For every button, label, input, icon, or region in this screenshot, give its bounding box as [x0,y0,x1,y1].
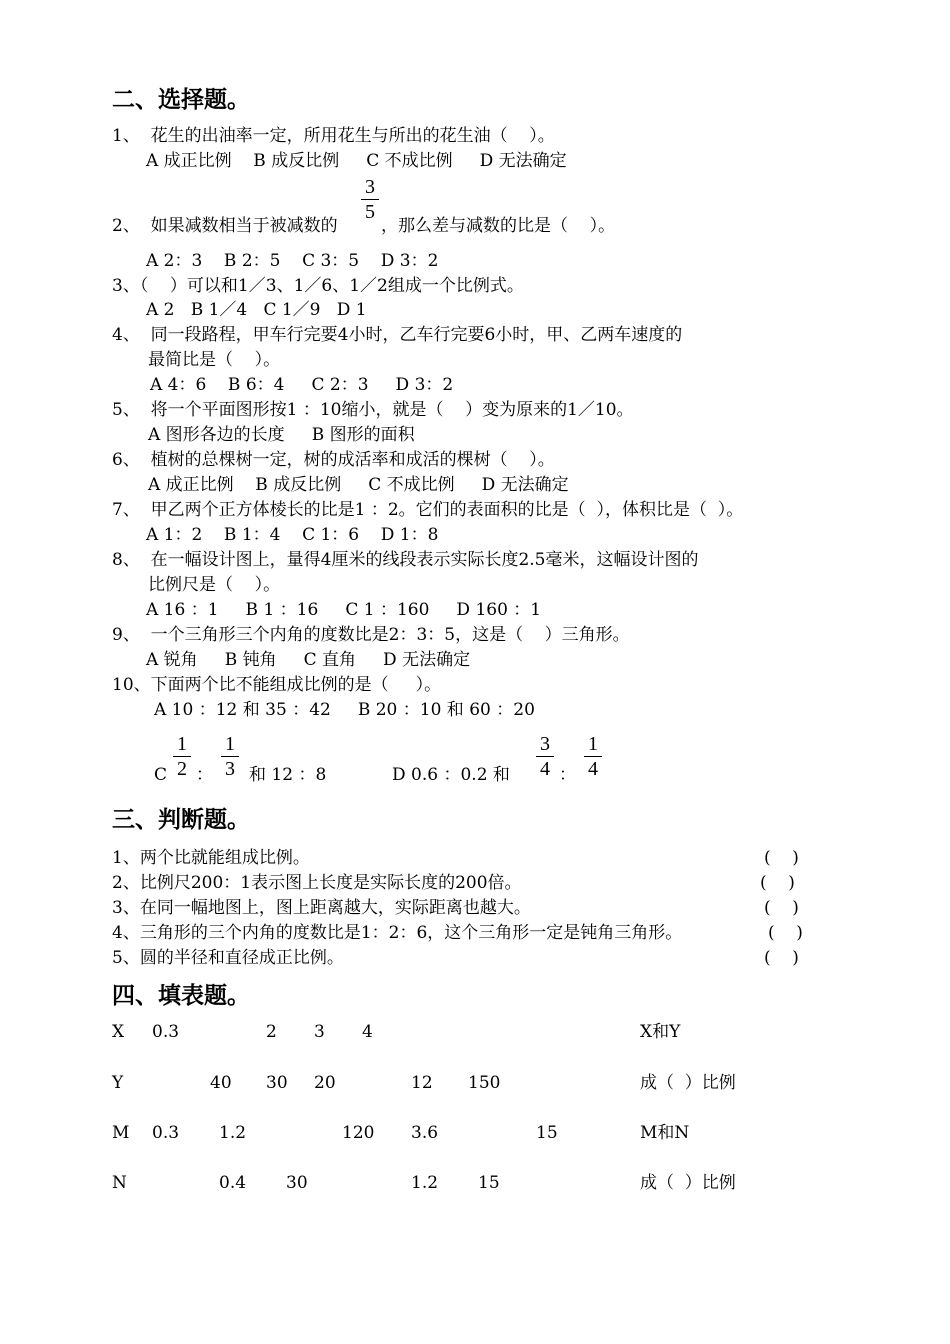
table-cell: 0.4 [219,1173,247,1193]
judge-item-5: 5、圆的半径和直径成正比例。 [112,948,344,968]
fraction-bar [584,756,602,757]
section-3-heading: 三、判断题。 [112,806,250,833]
judge-item-1: 1、两个比就能组成比例。 [112,848,310,868]
judge-item-2: 2、比例尺200：1表示图上长度是实际长度的200倍。 [112,873,522,893]
table-cell: 40 [210,1073,232,1093]
q1-options: A 成正比例 B 成反比例 C 不成比例 D 无法确定 [146,151,567,171]
fraction-denominator: 4 [588,758,598,780]
table-row-note: X和Y [640,1022,681,1042]
table-cell: 3 [314,1022,325,1042]
q8-options: A 16 ：1 B 1 ：16 C 1 ：160 D 160 ：1 [146,600,542,620]
fraction-denominator: 4 [540,758,550,780]
q10-option-d-text: D 0.6 ：0.2 和 [392,765,510,785]
fraction-numerator: 1 [225,733,235,755]
q10-d-colon: ： [559,765,576,785]
table-cell: 3.6 [411,1123,439,1143]
table-cell: 1.2 [411,1173,439,1193]
q4-stem-line1: 4、 同一段路程，甲车行完要4小时，乙车行完要6小时，甲、乙两车速度的 [112,325,683,345]
table-row-note: M和N [640,1123,690,1143]
table-row-label: N [112,1173,127,1193]
q8-stem-line1: 8、 在一幅设计图上，量得4厘米的线段表示实际长度2.5毫米，这幅设计图的 [112,550,699,570]
q9-stem: 9、 一个三角形三个内角的度数比是2：3：5，这是（ ）三角形。 [112,625,630,645]
fraction-bar [173,756,191,757]
table-row-label: X [112,1022,125,1042]
judge-blank-4[interactable]: ( ) [768,923,803,943]
fraction-bar [361,199,379,200]
judge-blank-3[interactable]: ( ) [764,898,799,918]
table-cell: 15 [478,1173,500,1193]
q2-options: A 2：3 B 2：5 C 3：5 D 3：2 [146,251,439,271]
q7-options: A 1：2 B 1：4 C 1：6 D 1：8 [146,525,439,545]
fraction-bar [536,756,554,757]
table-cell: 30 [286,1173,308,1193]
table-cell: 20 [314,1073,336,1093]
q10-option-c-rest: 和 12 ：8 [249,765,327,785]
table-cell: 1.2 [219,1123,247,1143]
judge-blank-5[interactable]: ( ) [764,948,799,968]
judge-blank-1[interactable]: ( ) [764,848,799,868]
section-4-heading: 四、填表题。 [112,982,250,1009]
judge-item-3: 3、在同一幅地图上，图上距离越大，实际距离也越大。 [112,898,531,918]
table-cell: 30 [266,1073,288,1093]
q10-c-colon: ： [196,765,213,785]
table-cell: 12 [411,1073,433,1093]
q4-stem-line2: 最简比是（ ）。 [148,350,281,370]
q2-fraction-denominator: 5 [365,201,375,223]
table-cell: 120 [342,1123,375,1143]
table-cell: 4 [362,1022,373,1042]
q5-options: A 图形各边的长度 B 图形的面积 [148,425,415,445]
fraction-bar [221,756,239,757]
q3-options: A 2 B 1／4 C 1／9 D 1 [146,300,367,320]
q9-options: A 锐角 B 钝角 C 直角 D 无法确定 [146,650,471,670]
q8-stem-line2: 比例尺是（ ）。 [148,575,281,595]
table-cell: 15 [536,1123,558,1143]
fraction-numerator: 1 [177,733,187,755]
table-cell: 0.3 [152,1022,180,1042]
q7-stem: 7、 甲乙两个正方体棱长的比是1 ：2。它们的表面积的比是（ ），体积比是（ ）。 [112,500,744,520]
table-row-note: 成（ ）比例 [640,1073,736,1093]
q2-stem-before: 2、 如果减数相当于被减数的 [112,216,338,236]
q2-fraction-numerator: 3 [365,176,375,198]
fraction-numerator: 1 [588,733,598,755]
section-2-heading: 二、选择题。 [112,86,250,113]
table-cell: 0.3 [152,1123,180,1143]
q6-options: A 成正比例 B 成反比例 C 不成比例 D 无法确定 [148,475,569,495]
q6-stem: 6、 植树的总棵树一定，树的成活率和成活的棵树（ ）。 [112,450,555,470]
table-row-label: M [112,1123,130,1143]
table-cell: 150 [468,1073,501,1093]
q3-stem: 3、（ ）可以和1／3、1／6、1／2组成一个比例式。 [112,276,524,296]
judge-item-4: 4、三角形的三个内角的度数比是1：2：6，这个三角形一定是钝角三角形。 [112,923,683,943]
q10-option-c-label: C [154,765,168,785]
fraction-denominator: 3 [225,758,235,780]
q10-options-ab: A 10 ：12 和 35 ：42 B 20 ：10 和 60 ：20 [154,700,535,720]
table-row-label: Y [112,1073,124,1093]
q2-stem-after: ，那么差与减数的比是（ ）。 [381,216,616,236]
q10-d-fraction-1 [534,733,556,780]
q10-d-fraction-2 [582,733,604,780]
q10-c-fraction-2 [219,733,241,780]
q10-stem: 10、下面两个比不能组成比例的是（ ）。 [112,675,442,695]
q4-options: A 4：6 B 6：4 C 2：3 D 3：2 [150,375,454,395]
q2-fraction [359,176,381,223]
judge-blank-2[interactable]: ( ) [760,873,795,893]
table-row-note: 成（ ）比例 [640,1173,736,1193]
fraction-denominator: 2 [177,758,187,780]
q10-c-fraction-1 [171,733,193,780]
q5-stem: 5、 将一个平面图形按1 ：10缩小，就是（ ）变为原来的1／10。 [112,400,634,420]
fraction-numerator: 3 [540,733,550,755]
q1-stem: 1、 花生的出油率一定，所用花生与所出的花生油（ ）。 [112,126,555,146]
table-cell: 2 [266,1022,277,1042]
